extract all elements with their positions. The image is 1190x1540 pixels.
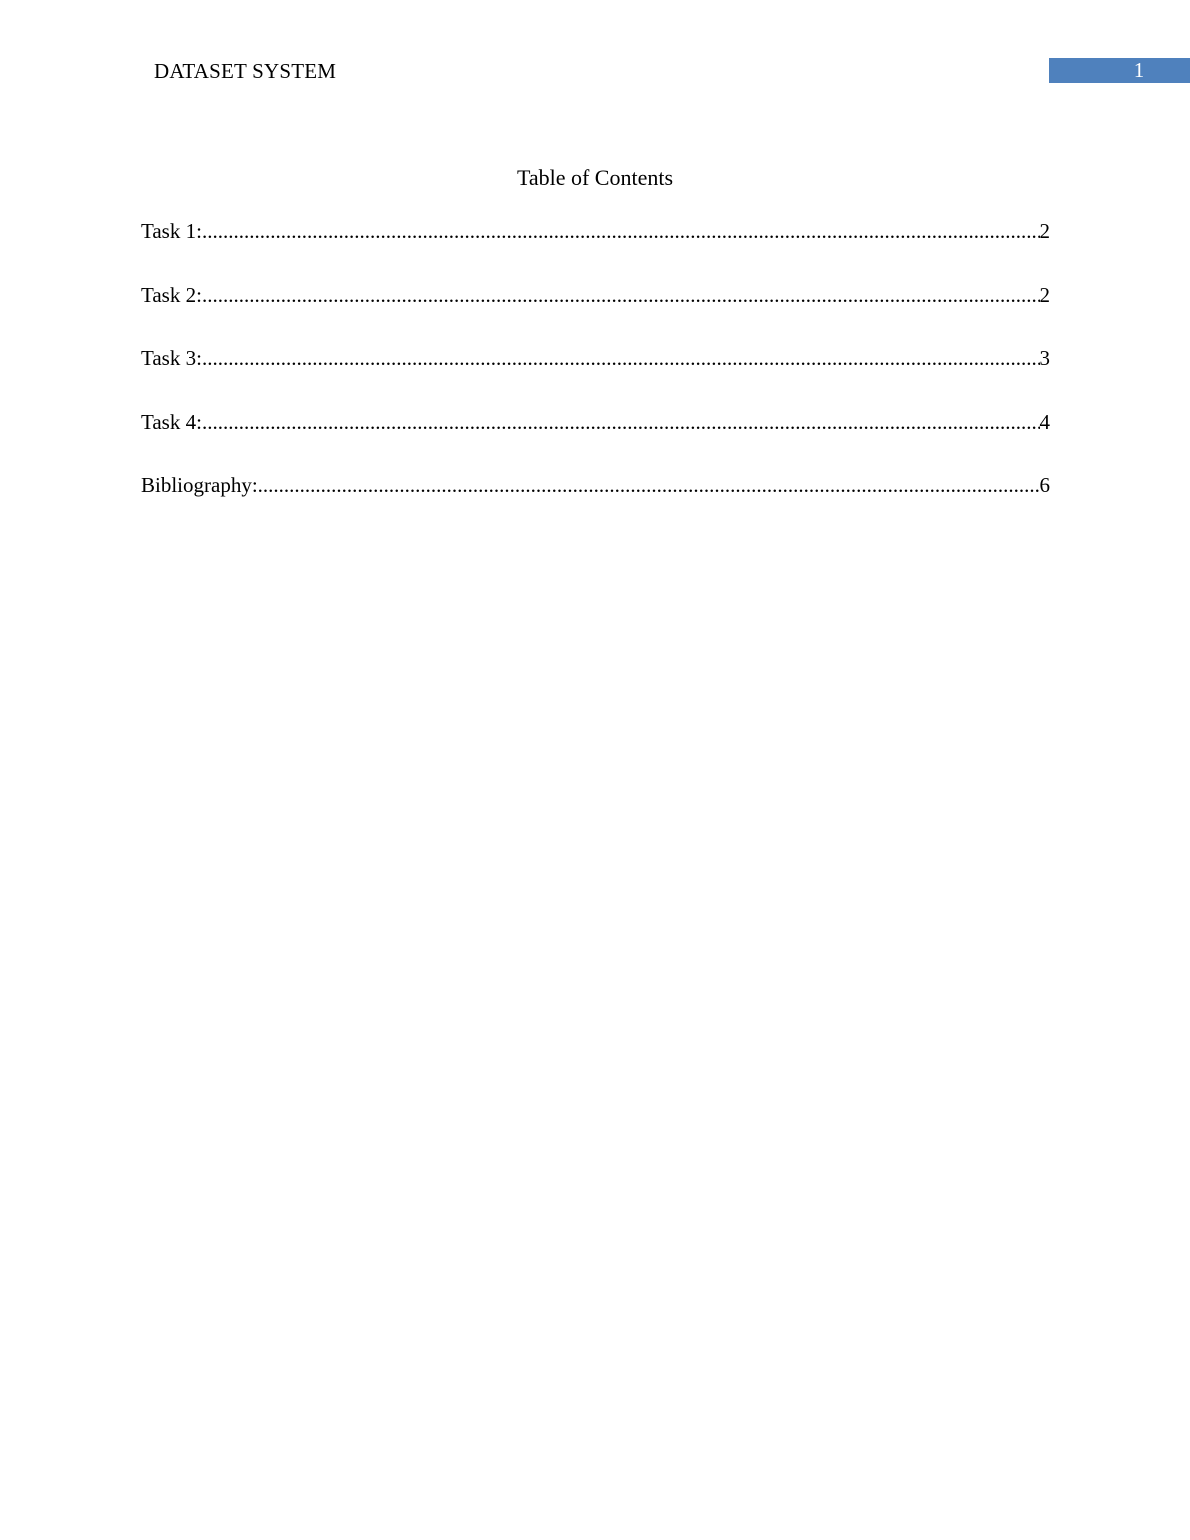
toc-entry-task-2[interactable] [141, 280, 1050, 344]
toc-entry-page: 4 [1039, 409, 1050, 434]
toc-entry-page: 6 [1039, 473, 1050, 497]
toc-entry-task-4[interactable] [141, 407, 1050, 471]
toc-entry-label: Task 4: [141, 409, 202, 434]
toc-entry-task-1[interactable] [141, 216, 1050, 280]
toc-dot-leader [202, 343, 1040, 373]
page-number-badge [1049, 58, 1190, 83]
toc-dot-leader [202, 407, 1040, 437]
toc-entry-label: Task 2: [141, 282, 202, 307]
toc-dot-leader [202, 280, 1040, 310]
running-head: DATASET SYSTEM [154, 59, 337, 83]
toc-heading: Table of Contents [516, 165, 674, 190]
toc-entry-page: 3 [1039, 346, 1050, 370]
toc-dot-leader [258, 470, 1040, 500]
toc-entry-label: Task 1: [141, 219, 202, 243]
toc-entry-label: Task 3: [141, 346, 202, 370]
toc-entry-task-3[interactable] [141, 343, 1050, 407]
toc-entry-label: Bibliography: [141, 473, 258, 497]
toc-entry-bibliography[interactable] [141, 470, 1050, 534]
toc-entry-page: 2 [1039, 282, 1050, 307]
table-of-contents [141, 216, 1050, 534]
toc-dot-leader [202, 216, 1040, 246]
page-number: 1 [1133, 58, 1145, 82]
toc-entry-page: 2 [1039, 219, 1050, 243]
